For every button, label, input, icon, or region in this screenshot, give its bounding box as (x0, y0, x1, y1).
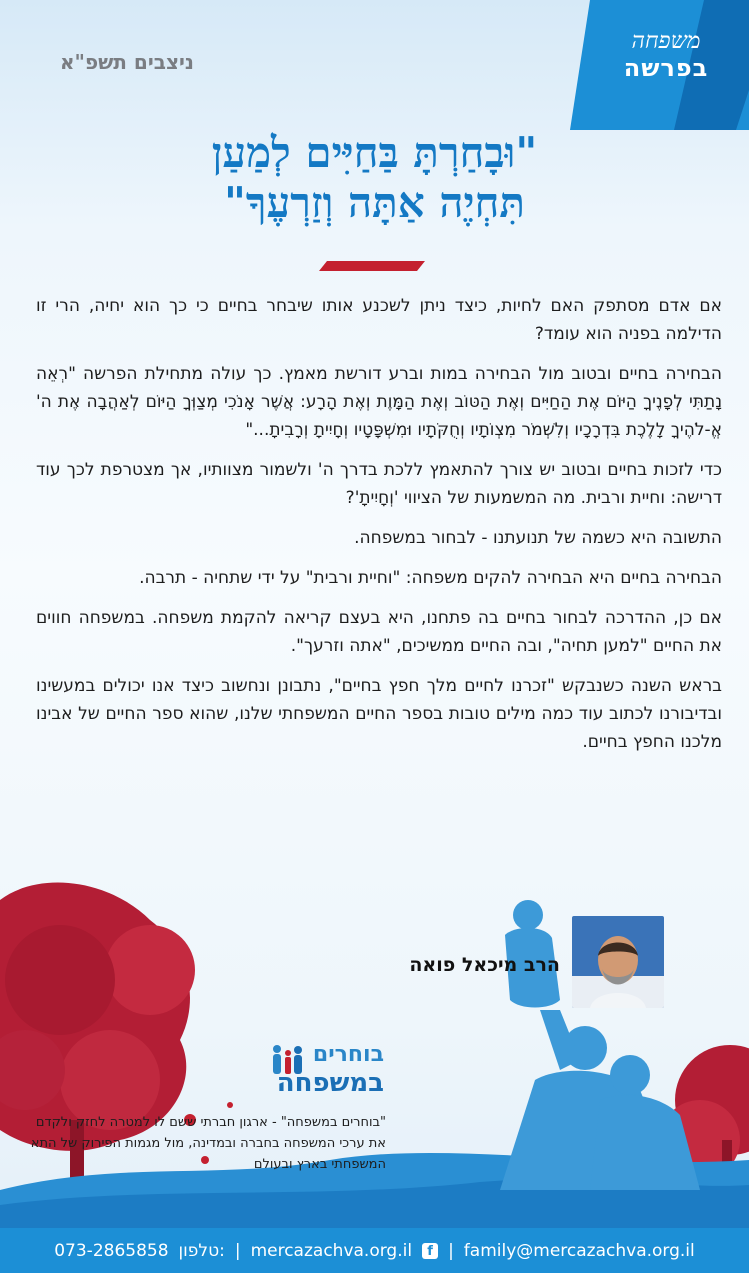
page-title (60, 128, 689, 228)
paragraph: אם אדם מסתפק האם לחיות, כיצד ניתן לשכנע אותו שיבחר בחיים כי כך הוא יחיה, הרי זו הדילמה בפניה הוא עומד? (36, 296, 722, 344)
brand-top-text: משפחה (631, 28, 701, 54)
parasha-date: ניצבים תשפ"א (60, 50, 194, 74)
title-underline-bar (319, 261, 425, 271)
paragraph: הבחירה בחיים ובטוב מול הבחירה במות וברע דורשת מאמץ. כך עולה מתחילת הפרשה "רְאֵה נָתַתִּי לְפָנֶיךָ הַיּוֹם אֶת הַחַיִּים וְאֶת הַטּוֹב וְאֶת הַמָּוֶת וְאֶת הָרָע: אֲשֶׁר אָנֹכִי מְצַוְּךָ הַיּוֹם לְאַהֲבָה אֶת ה' אֱ-לֹהֶיךָ לָלֶכֶת בִּדְרָכָיו וְלִשְׁמֹר מִצְוֹתָיו וְחֻקֹּתָיו וּמִשְׁפָּטָיו וְחָיִיתָ וְרָבִיתָ..." (36, 364, 722, 440)
email-link[interactable]: family@mercazachva.org.il (463, 1240, 695, 1261)
title-line-1: "וּבָחַרְתָּ בַּחַיִּים לְמַעַן (211, 128, 538, 177)
footer-bar (0, 1228, 749, 1273)
separator: | (448, 1240, 454, 1261)
paragraph: בראש השנה כשנבקש "זכרנו לחיים מלך חפץ בחיים", נתבונן ונחשוב כיצד אנו יכולים במעשינו ובדיבורנו לכתוב עוד כמה מילים טובות בספר החיים המשפחתי שלנו, שהוא ספר החיים של אבינו מלכנו החפץ בחיים. (36, 676, 722, 752)
organization-name-line-1: בוחרים (312, 1042, 384, 1067)
paragraph: התשובה היא כשמה של תנועתנו - לבחור במשפחה. (354, 528, 722, 548)
separator: | (234, 1240, 241, 1261)
brand-bottom-text: בפרשה (623, 54, 709, 82)
author-photo (572, 916, 664, 1008)
organization-name-line-2: במשפחה (276, 1068, 384, 1098)
organization-logo (264, 1042, 384, 1102)
author-name: הרב מיכאל פואה (409, 954, 560, 976)
paragraph: הבחירה בחיים היא הבחירה להקים משפחה: "וחיית ורבית" על ידי שתחיה - תרבה. (139, 568, 722, 588)
paragraph: אם כן, ההדרכה לבחור בחיים בה פתחנו, היא בעצם קריאה להקמת משפחה. במשפחה חווים את החיים "למען תחיה", ובה החיים ממשיכים, "אתה וזרעך". (36, 608, 722, 656)
paragraph: כדי לזכות בחיים ובטוב יש צורך להתאמץ ללכת בדרך ה' ולשמור מצוותיו, אך מצטרפת לכך עוד דרישה: וחיית ורבית. מה המשמעות של הציווי 'וְחָיִיתָ'? (36, 460, 722, 508)
organization-description: "בוחרים במשפחה" - ארגון חברתי ששם לו למטרה לחזק ולקדם את ערכי המשפחה בחברה ובמדינה, מול מגמות הפירוק של התא המשפחתי בארץ ובעולם (30, 1115, 386, 1172)
phone-number[interactable]: 073-2865858 (54, 1240, 169, 1261)
brand-logo (611, 28, 721, 82)
website-link[interactable]: mercazachva.org.il (250, 1240, 413, 1261)
phone-label: טלפון: (178, 1240, 225, 1261)
title-line-2: תִּחְיֶה אַתָּה וְזַרְעֶךָ" (224, 178, 525, 227)
article-body (36, 292, 722, 768)
facebook-icon[interactable]: f (422, 1243, 438, 1259)
